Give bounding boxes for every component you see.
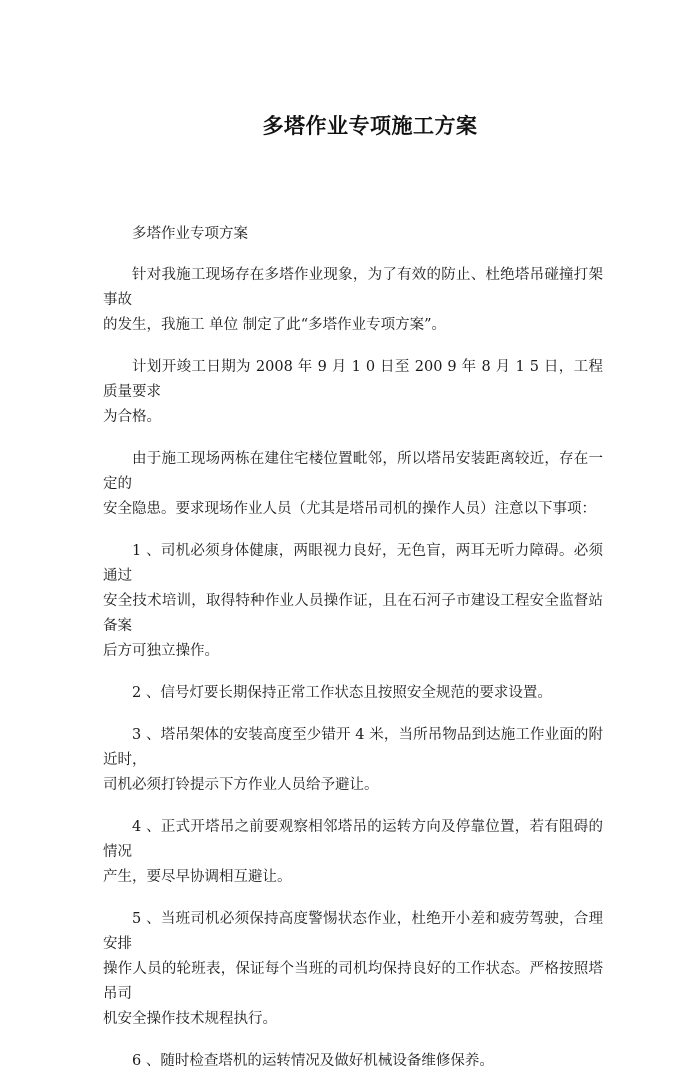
paragraph-line: 后方可独立操作。: [103, 643, 219, 659]
document-body: [103, 222, 603, 1091]
paragraph-line: 机安全操作技术规程执行。: [103, 1011, 277, 1027]
paragraph-line: 安全隐患。要求现场作业人员（尤其是塔吊司机的操作人员）注意以下事项：: [103, 501, 596, 517]
paragraph-line: 计划开竣工日期为 2008 年 9 月 1 0 日至 200 9 年 8 月 1 5 日，工程质量要求: [103, 359, 603, 400]
document-subheading: 多塔作业专项方案: [132, 226, 248, 242]
paragraph-line: 2 、信号灯要长期保持正常工作状态且按照安全规范的要求设置。: [132, 685, 552, 701]
paragraph-line: 针对我施工现场存在多塔作业现象，为了有效的防止、杜绝塔吊碰撞打架事故: [103, 267, 603, 308]
paragraph-item-1: [103, 539, 603, 664]
paragraph-line: 司机必须打铃提示下方作业人员给予避让。: [103, 777, 379, 793]
paragraph-hazard: [103, 447, 603, 522]
paragraph-line: 6 、随时检查塔机的运转情况及做好机械设备维修保养。: [132, 1053, 494, 1069]
paragraph-item-5: [103, 907, 603, 1032]
paragraph-line: 安全技术培训，取得特种作业人员操作证，且在石河子市建设工程安全监督站备案: [103, 593, 603, 634]
paragraph-item-2: [103, 681, 603, 706]
paragraph-line: 5 、当班司机必须保持高度警惕状态作业，杜绝开小差和疲劳驾驶，合理安排: [103, 911, 603, 952]
paragraph-item-6: [103, 1049, 603, 1074]
paragraph-intro: [103, 263, 603, 338]
paragraph-line: 1 、司机必须身体健康，两眼视力良好，无色盲，两耳无听力障碍。必须通过: [103, 543, 603, 584]
paragraph-line: 由于施工现场两栋在建住宅楼位置毗邻，所以塔吊安装距离较近，存在一定的: [103, 451, 603, 492]
paragraph-line: 操作人员的轮班表，保证每个当班的司机均保持良好的工作状态。严格按照塔吊司: [103, 961, 603, 1002]
paragraph-line: 3 、塔吊架体的安装高度至少错开 4 米，当所吊物品到达施工作业面的附近时，: [103, 727, 603, 768]
paragraph-line: 为合格。: [103, 409, 161, 425]
paragraph-line: 4 、正式开塔吊之前要观察相邻塔吊的运转方向及停靠位置，若有阻碍的情况: [103, 819, 603, 860]
document-title: 多塔作业专项施工方案: [262, 113, 478, 138]
paragraph-line: 产生，要尽早协调相互避让。: [103, 869, 292, 885]
paragraph-item-3: [103, 723, 603, 798]
paragraph-line: 的发生，我施工 单位 制定了此“多塔作业专项方案”。: [103, 317, 447, 333]
paragraph-schedule: [103, 355, 603, 430]
paragraph-item-4: [103, 815, 603, 890]
